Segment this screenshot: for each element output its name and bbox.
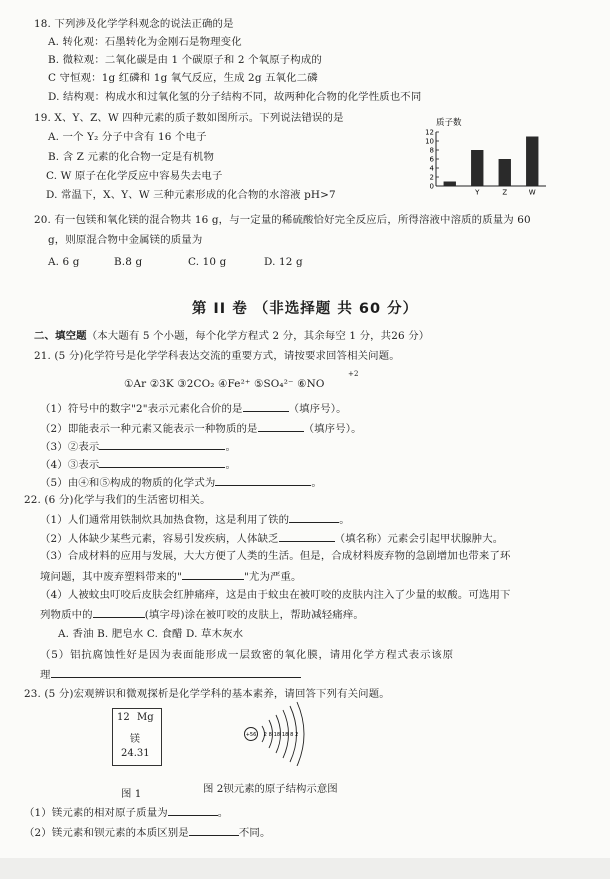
q21-part2-tail: （填序号）。 xyxy=(303,423,362,435)
bar-x xyxy=(444,182,456,187)
q19-option-a: A. 一个 Y₂ 分子中含有 16 个电子 xyxy=(48,131,207,143)
q20-stem-line1: 20. 有一包镁和氧化镁的混合物共 16 g，与一定量的稀硫酸恰好完全反应后，所得溶液中溶质的质量为 60 xyxy=(34,214,531,226)
y-tick-label: 10 xyxy=(425,137,434,146)
answer-blank[interactable] xyxy=(258,421,304,432)
y-tick-label: 6 xyxy=(429,155,434,164)
q22-part5-text: 理 xyxy=(40,669,51,681)
q23-part1-tail: 。 xyxy=(217,807,229,819)
q23-part2-tail: 不同。 xyxy=(238,827,271,839)
answer-blank[interactable] xyxy=(51,667,301,678)
q23-part2 xyxy=(24,825,271,840)
q22-options: A. 香油 B. 肥皂水 C. 食醋 D. 草木灰水 xyxy=(58,628,244,640)
barium-atom-structure-diagram xyxy=(242,700,312,766)
y-tick-label: 8 xyxy=(429,146,434,155)
answer-blank[interactable] xyxy=(243,401,289,412)
part2-title: 二、填空题 xyxy=(34,330,87,342)
q22-part4-line2 xyxy=(40,607,364,622)
q21-part4-tail: 。 xyxy=(225,459,237,471)
answer-blank[interactable] xyxy=(182,569,244,580)
x-tick-label: Z xyxy=(502,188,508,196)
y-tick-label: 2 xyxy=(429,173,434,182)
q21-part1 xyxy=(40,401,347,416)
q18-option-d: D. 结构观：构成水和过氧化氢的分子结构不同，故两种化合物的化学性质也不同 xyxy=(48,91,422,103)
bar-y xyxy=(471,150,483,186)
q21-part3-text: （3）②表示 xyxy=(40,441,100,453)
tile-symbol: Mg xyxy=(137,712,154,723)
answer-blank[interactable] xyxy=(99,457,225,468)
q23-stem: 23. (5 分)宏观辨识和微观探析是化学学科的基本素养，请回答下列有关问题。 xyxy=(24,688,390,700)
q22-part3-text: 境问题，其中废弃塑料带来的" xyxy=(40,571,182,583)
q20-option-b: B.8 g xyxy=(114,256,143,268)
nucleus-charge: +56 xyxy=(245,732,257,739)
q18-stem: 18. 下列涉及化学学科观念的说法正确的是 xyxy=(34,18,234,30)
answer-blank[interactable] xyxy=(215,475,311,486)
q22-part2-tail: （填名称）元素会引起甲状腺肿大。 xyxy=(334,533,504,545)
q23-part1 xyxy=(24,805,228,820)
q21-part1-tail: （填序号）。 xyxy=(288,403,347,415)
q18-option-a: A. 转化观：石墨转化为金刚石是物理变化 xyxy=(48,36,242,48)
q21-part4-text: （4）③表示 xyxy=(40,459,100,471)
answer-blank[interactable] xyxy=(189,825,239,836)
q21-part4 xyxy=(40,457,236,472)
figure1-caption: 图 1 xyxy=(121,788,142,800)
q22-part2 xyxy=(40,531,503,546)
q20-option-a: A. 6 g xyxy=(48,256,80,268)
q19-option-b: B. 含 Z 元素的化合物一定是有机物 xyxy=(48,151,214,163)
answer-blank[interactable] xyxy=(289,512,339,523)
q20-option-c: C. 10 g xyxy=(188,256,227,268)
q22-part2-text: （2）人体缺少某些元素，容易引发疾病，人体缺乏 xyxy=(40,533,279,545)
q21-part1-text: （1）符号中的数字"2"表示元素化合价的是 xyxy=(40,403,243,415)
y-tick-label: 0 xyxy=(429,182,434,191)
part2-heading xyxy=(34,330,429,343)
q20-stem-line2: g，则原混合物中金属镁的质量为 xyxy=(48,234,203,246)
q22-part3-tail: "尤为严重。 xyxy=(243,571,302,583)
section-heading: 第 II 卷 （非选择题 共 60 分） xyxy=(191,301,419,317)
tile-atomic-number: 12 xyxy=(117,712,130,723)
q21-part3 xyxy=(40,439,236,454)
q22-part1-tail: 。 xyxy=(339,514,350,526)
q21-part2 xyxy=(40,421,362,436)
q22-part4-tail: (填字母)涂在被叮咬的皮肤上，帮助减轻痛痒。 xyxy=(144,609,364,621)
q23-part2-text: （2）镁元素和钡元素的本质区别是 xyxy=(24,827,189,839)
bar-w xyxy=(526,137,538,187)
proton-number-chart xyxy=(422,116,548,196)
q22-part1-text: （1）人们通常用铁制炊具加热食物，这是利用了铁的 xyxy=(40,514,290,526)
magnesium-element-tile xyxy=(112,708,162,766)
q22-part5-line2 xyxy=(40,667,301,682)
part2-note: （本大题有 5 个小题，每个化学方程式 2 分，其余每空 1 分，共26 分） xyxy=(86,330,430,342)
q19-option-d: D. 常温下，X、Y、W 三种元素形成的化合物的水溶液 pH>7 xyxy=(46,189,336,201)
bar-z xyxy=(499,159,511,186)
bottom-bar xyxy=(0,858,610,879)
q20-option-d: D. 12 g xyxy=(264,256,303,268)
q18-option-c: C 守恒观：1g 红磷和 1g 氧气反应，生成 2g 五氧化二磷 xyxy=(48,72,318,84)
q22-stem: 22. (6 分)化学与我们的生活密切相关。 xyxy=(24,494,211,506)
answer-blank[interactable] xyxy=(93,607,145,618)
q21-valence-mark: +2 xyxy=(348,370,359,378)
q22-part3-line1: （3）合成材料的应用与发展，大大方便了人类的生活。但是，合成材料废弃物的急剧增加也带来了环 xyxy=(40,550,511,562)
q21-part5-text: （5）由④和⑤构成的物质的化学式为 xyxy=(40,477,216,489)
q22-part5-line1: （5）铝抗腐蚀性好是因为表面能形成一层致密的氧化膜，请用化学方程式表示该原 xyxy=(40,649,454,661)
q18-option-b: B. 微粒观：二氧化碳是由 1 个碳原子和 2 个氧原子构成的 xyxy=(48,54,322,66)
figure2-caption: 图 2钡元素的原子结构示意图 xyxy=(203,783,338,795)
q19-option-c: C. W 原子在化学反应中容易失去电子 xyxy=(46,170,223,182)
q21-part3-tail: 。 xyxy=(225,441,237,453)
q21-part5 xyxy=(40,475,322,490)
q23-part1-text: （1）镁元素的相对原子质量为 xyxy=(24,807,168,819)
q22-part1 xyxy=(40,512,350,527)
x-tick-label: W xyxy=(528,188,536,196)
y-tick-label: 12 xyxy=(425,128,434,137)
tile-name: 镁 xyxy=(130,734,140,745)
q22-part4-line1: （4）人被蚊虫叮咬后皮肤会红肿痛痒，这是由于蚊虫在被叮咬的皮肤内注入了少量的蚁酸。可选用下 xyxy=(40,589,511,601)
answer-blank[interactable] xyxy=(168,805,218,816)
answer-blank[interactable] xyxy=(279,531,335,542)
q21-symbols: ①Ar ②3K ③2CO₂ ④Fe²⁺ ⑤SO₄²⁻ ⑥NO xyxy=(124,378,325,390)
chart-title: 质子数 xyxy=(436,118,462,128)
y-tick-label: 4 xyxy=(429,164,434,173)
answer-blank[interactable] xyxy=(99,439,225,450)
x-tick-label: Y xyxy=(475,188,480,196)
electron-counts: 2 8 18 18 8 2 xyxy=(263,732,299,739)
q22-part3-line2 xyxy=(40,569,302,584)
q22-part4-text: 列物质中的 xyxy=(40,609,93,621)
q21-part2-text: （2）即能表示一种元素又能表示一种物质的是 xyxy=(40,423,258,435)
q21-stem: 21. (5 分)化学符号是化学学科表达交流的重要方式，请按要求回答相关问题。 xyxy=(34,350,400,362)
q19-stem: 19. X、Y、Z、W 四种元素的质子数如图所示。下列说法错误的是 xyxy=(34,112,344,124)
q21-part5-tail: 。 xyxy=(311,477,322,489)
tile-atomic-mass: 24.31 xyxy=(121,748,150,759)
